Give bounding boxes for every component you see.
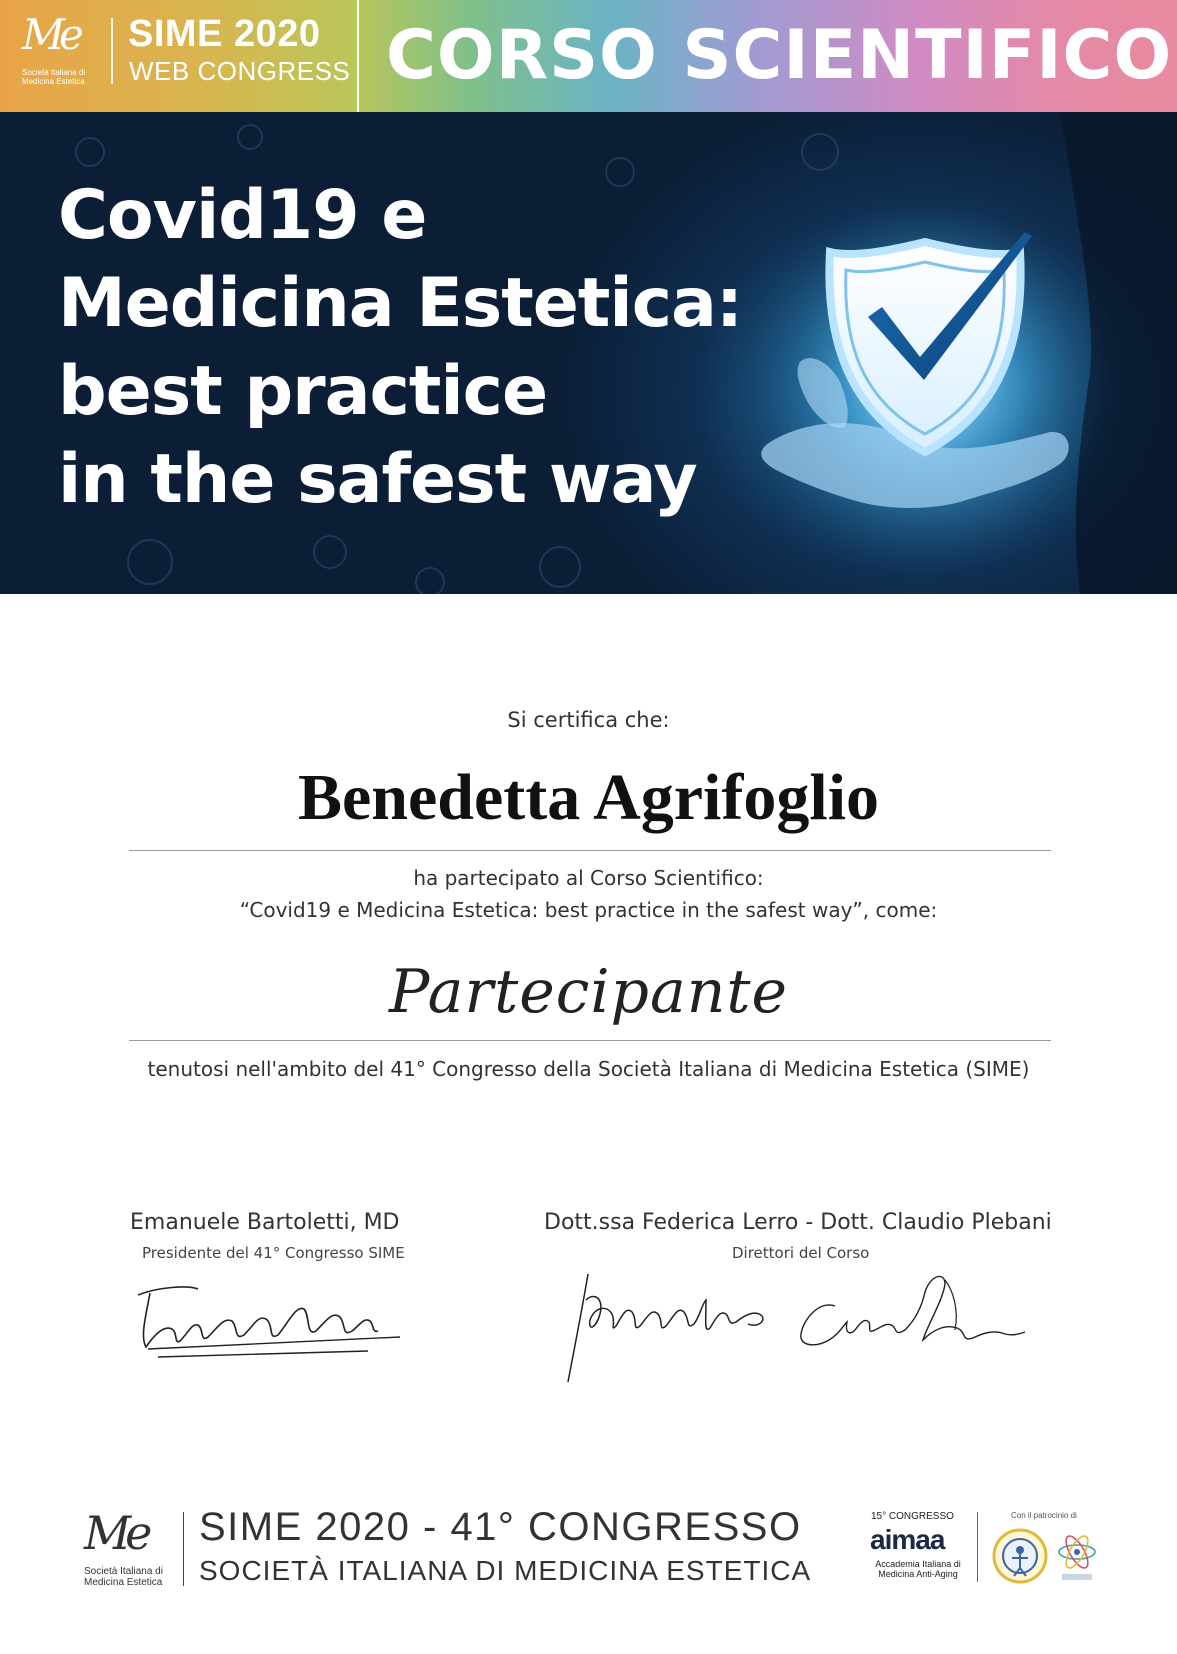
congress-context: tenutosi nell'ambito del 41° Congresso della Società Italiana di Medicina Estetica (SIME): [147, 1057, 1030, 1081]
banner-title: CORSO SCIENTIFICO: [386, 16, 1173, 95]
course-title: [58, 172, 742, 524]
course-title-line: Medicina Estetica:: [58, 264, 743, 343]
signatory-name: Emanuele Bartoletti, MD: [130, 1210, 400, 1235]
signature-bartoletti: [128, 1275, 408, 1365]
aimaa-caption: Accademia Italiana di Medicina Anti-Aging: [875, 1559, 961, 1579]
footer-subtitle: SOCIETÀ ITALIANA DI MEDICINA ESTETICA: [199, 1555, 812, 1586]
footer-title: SIME 2020 - 41° CONGRESSO: [199, 1505, 802, 1549]
course-title-line: best practice: [58, 352, 548, 431]
certify-intro: Si certifica che:: [507, 708, 670, 732]
signatory-title: Direttori del Corso: [732, 1244, 870, 1262]
aimaa-congress: 15° CONGRESSO: [871, 1511, 954, 1522]
course-title-line: Covid19 e: [58, 176, 427, 255]
participant-role: Partecipante: [389, 957, 788, 1027]
event-name: SIME 2020: [128, 13, 321, 55]
footer-divider: [183, 1512, 184, 1586]
course-title-line: in the safest way: [58, 440, 697, 519]
sime-logo-mark: Me: [22, 10, 78, 59]
participation-line: “Covid19 e Medicina Estetica: best practice in the safest way”, come:: [239, 898, 938, 922]
header-banner: [0, 0, 1177, 112]
signatory-title: Presidente del 41° Congresso SIME: [142, 1244, 405, 1262]
patronage-label: Con il patrocinio di: [1011, 1511, 1077, 1520]
footer-sime-logo: [82, 1508, 177, 1588]
header-divider: [111, 18, 113, 84]
divider: [129, 1040, 1051, 1041]
patronage-atom-icon: [1056, 1528, 1098, 1584]
patronage-seal-icon: [992, 1528, 1048, 1584]
signatory-name: Dott.ssa Federica Lerro - Dott. Claudio Plebani: [544, 1210, 1052, 1235]
header-divider-2: [357, 0, 359, 112]
aimaa-logo: aimaa: [870, 1524, 945, 1555]
signature-plebani: [795, 1270, 1030, 1360]
participation-line: ha partecipato al Corso Scientifico:: [413, 866, 764, 890]
event-subtitle: WEB CONGRESS: [129, 56, 351, 86]
signature-lerro: [560, 1270, 770, 1390]
footer-logo-mark: Me: [84, 1506, 147, 1560]
sime-logo-caption: Società Italiana di Medicina Estetica: [22, 68, 86, 86]
footer-divider-2: [977, 1512, 978, 1582]
divider: [129, 850, 1051, 851]
sime-logo: [20, 10, 100, 90]
participation-text: [0, 862, 1177, 926]
hero-image: [0, 112, 1177, 594]
footer-logo-caption: Società Italiana di Medicina Estetica: [84, 1566, 163, 1588]
recipient-name: Benedetta Agrifoglio: [297, 761, 880, 834]
